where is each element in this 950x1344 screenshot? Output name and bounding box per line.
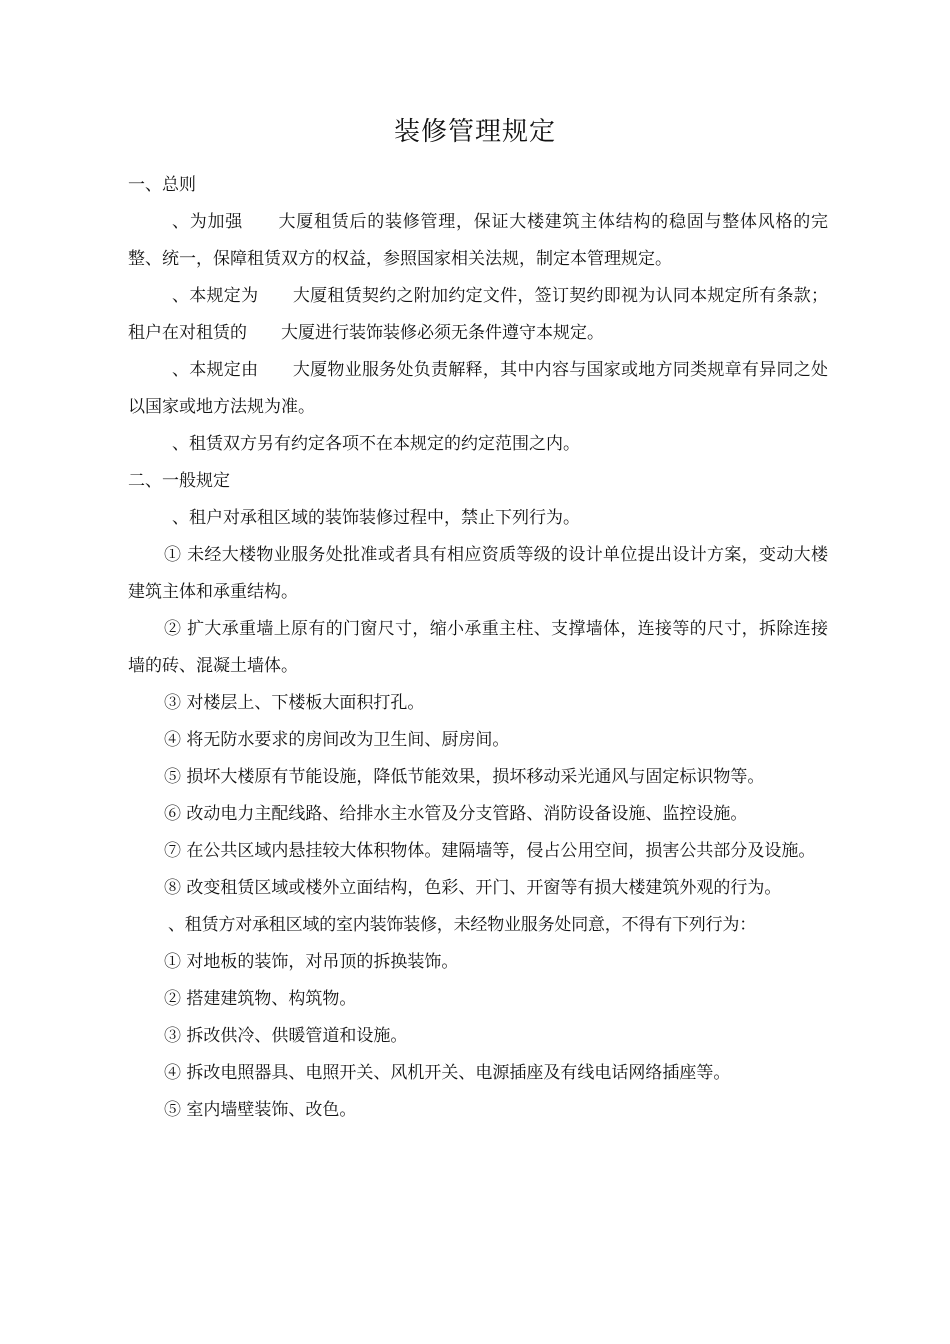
paragraph: 、租户对承租区域的装饰装修过程中，禁止下列行为。	[172, 508, 580, 528]
list-item: ③ 拆改供冷、供暖管道和设施。	[164, 1026, 408, 1046]
list-item: ⑥ 改动电力主配线路、给排水主水管及分支管路、消防设备设施、监控设施。	[164, 804, 748, 824]
paragraph: 、为加强 大厦租赁后的装修管理，保证大楼建筑主体结构的稳固与整体风格的完整、统一，保障租赁双方的权益，参照国家相关法规，制定本管理规定。	[128, 212, 828, 269]
list-item: ⑧ 改变租赁区域或楼外立面结构，色彩、开门、开窗等有损大楼建筑外观的行为。	[164, 878, 782, 898]
paragraph: 、本规定为 大厦租赁契约之附加约定文件，签订契约即视为认同本规定所有条款；租户在对租赁的 大厦进行装饰装修必须无条件遵守本规定。	[128, 286, 828, 343]
list-item: ④ 拆改电照器具、电照开关、风机开关、电源插座及有线电话网络插座等。	[164, 1063, 731, 1083]
list-item: ② 搭建建筑物、构筑物。	[164, 989, 357, 1009]
list-item: ① 未经大楼物业服务处批准或者具有相应资质等级的设计单位提出设计方案，变动大楼建筑主体和承重结构。	[128, 545, 828, 602]
paragraph: 、本规定由 大厦物业服务处负责解释，其中内容与国家或地方同类规章有异同之处以国家或地方法规为准。	[128, 360, 828, 417]
list-item: ④ 将无防水要求的房间改为卫生间、厨房间。	[164, 730, 510, 750]
list-item: ⑤ 室内墙壁装饰、改色。	[164, 1100, 357, 1120]
list-item: ⑦ 在公共区域内悬挂较大体积物体。建隔墙等，侵占公用空间，损害公共部分及设施。	[164, 841, 816, 861]
section-heading-general: 一、总则	[128, 175, 196, 195]
paragraph: 、租赁双方另有约定各项不在本规定的约定范围之内。	[172, 434, 580, 454]
list-item: ② 扩大承重墙上原有的门窗尺寸，缩小承重主柱、支撑墙体，连接等的尺寸，拆除连接墙的砖、混凝土墙体。	[128, 619, 828, 676]
document-title: 装修管理规定	[393, 117, 556, 147]
paragraph: 、租赁方对承租区域的室内装饰装修，未经物业服务处同意，不得有下列行为：	[168, 915, 756, 935]
document-body	[128, 167, 828, 1129]
list-item: ③ 对楼层上、下楼板大面积打孔。	[164, 693, 425, 713]
list-item: ⑤ 损坏大楼原有节能设施，降低节能效果，损坏移动采光通风与固定标识物等。	[164, 767, 765, 787]
section-heading-general-rules: 二、一般规定	[128, 471, 230, 491]
list-item: ① 对地板的装饰，对吊顶的拆换装饰。	[164, 952, 459, 972]
